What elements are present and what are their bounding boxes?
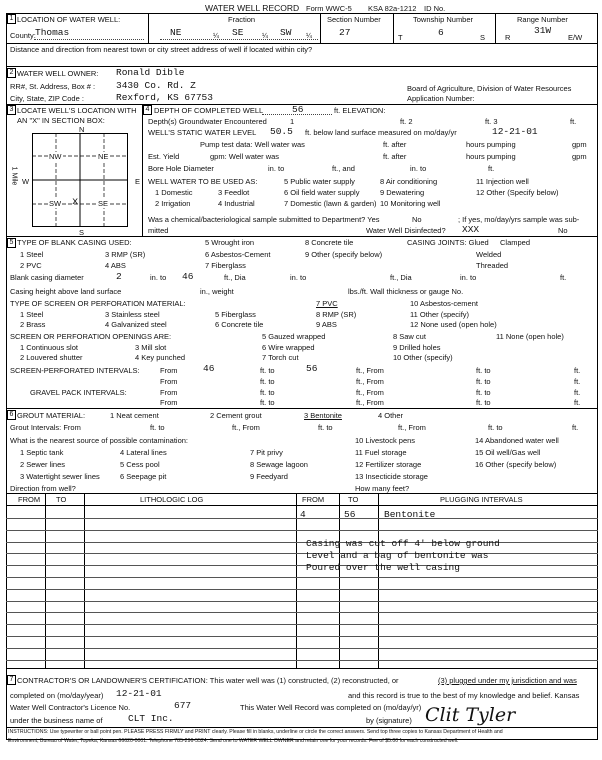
log-row-line <box>6 624 598 625</box>
gravel-intervals-label: GRAVEL PACK INTERVALS: <box>30 388 127 397</box>
casing-title: TYPE OF BLANK CASING USED: <box>17 238 132 247</box>
location-title: LOCATION OF WATER WELL: <box>17 15 121 24</box>
static-date-value: 12-21-01 <box>492 126 538 137</box>
plug-note-line-3: Poured over the well casing <box>306 562 460 573</box>
log-row-line <box>6 612 598 613</box>
plug-to-value: 56 <box>344 509 356 520</box>
grout-title: GROUT MATERIAL: <box>17 411 86 420</box>
plug-note-line-1: Casing was cut off 4' below ground <box>306 538 500 549</box>
log-row-line <box>6 530 598 531</box>
log-row-line <box>6 589 598 590</box>
mile-label: 1 Mile <box>10 166 18 186</box>
depth-label: DEPTH OF COMPLETED WELL <box>154 106 264 115</box>
completion-date-value: 12-21-01 <box>116 688 162 699</box>
grout-bentonite-selected: 3 Bentonite <box>304 411 342 420</box>
owner-title: WATER WELL OWNER: <box>17 69 99 78</box>
depth-value: 56 <box>292 104 304 115</box>
fraction-2: SE <box>232 27 244 38</box>
locate-title: LOCATE WELL'S LOCATION WITH <box>17 106 137 115</box>
section-7-number: 7 <box>7 675 16 685</box>
form-title: WATER WELL RECORD <box>205 3 300 13</box>
business-name-value: CLT Inc. <box>128 713 174 724</box>
static-level-label: WELL'S STATIC WATER LEVEL <box>148 128 257 137</box>
log-row-line <box>6 636 598 637</box>
plugging-intervals-header: PLUGGING INTERVALS <box>440 495 523 504</box>
licence-number-value: 677 <box>174 700 192 711</box>
log-row-line <box>6 577 598 578</box>
owner-value: Ronald Dible <box>116 67 185 78</box>
distance-label: Distance and direction from nearest town or city street address of well if located within city? <box>10 45 313 54</box>
screen-intervals-label: SCREEN-PERFORATED INTERVALS: <box>10 366 140 375</box>
instructions-line-1: INSTRUCTIONS: Use typewriter or ball point pen. PLEASE PRESS FIRMLY and PRINT clearly. Please fill in blanks, underline or circle the correct answers. Send top three copies to Kansas Department of Health and <box>8 729 503 735</box>
section-6-number: 6 <box>7 410 16 420</box>
log-row-line <box>6 660 598 661</box>
section-box <box>32 133 128 227</box>
county-value: Thomas <box>35 27 70 38</box>
log-row-line <box>6 601 598 602</box>
form-number: Form WWC-5 <box>306 4 352 13</box>
section-number-value: 27 <box>339 27 351 38</box>
openings-title: SCREEN OR PERFORATION OPENINGS ARE: <box>10 332 172 341</box>
casing-diameter-value: 2 <box>116 271 122 282</box>
signature: Clit Tyler <box>425 704 516 726</box>
section-1-number: 1 <box>7 14 16 24</box>
city-value: Rexford, KS 67753 <box>116 92 213 103</box>
section-4-number: 4 <box>143 105 152 115</box>
ksa-ref: KSA 82a-1212 <box>368 4 417 13</box>
screen-to-value: 56 <box>306 363 318 374</box>
locate-title-2: AN "X" IN SECTION BOX: <box>17 116 105 125</box>
plug-from-value: 4 <box>300 509 306 520</box>
screen-material-title: TYPE OF SCREEN OR PERFORATION MATERIAL: <box>10 299 186 308</box>
section-2-number: 2 <box>7 68 16 78</box>
address-value: 3430 Co. Rd. Z <box>116 80 196 91</box>
address-label: RR#, St. Address, Box # : <box>10 82 96 91</box>
log-row-line <box>6 648 598 649</box>
fraction-3: SW <box>280 27 292 38</box>
county-label: County: <box>10 31 36 40</box>
disinfected-yes-mark: XXX <box>462 224 480 235</box>
instructions-line-2: Environment, Bureau of Water, Topeka, Kansas 66620-0001. Telephone 785-296-5524. Send one to WATER WELL OWNER and retain one for your records. Fee of $5.00 for each constructed well. <box>8 738 459 744</box>
section-3-number: 3 <box>7 105 16 115</box>
section-number-label: Section Number <box>327 15 381 24</box>
screen-from-value: 46 <box>203 363 215 374</box>
id-label: ID No. <box>424 4 446 13</box>
section-5-number: 5 <box>7 238 16 248</box>
city-label: City, State, ZIP Code : <box>10 94 84 103</box>
township-label: Township Number <box>413 15 474 24</box>
casing-depth-value: 46 <box>182 271 194 282</box>
board-label: Board of Agriculture, Division of Water Resources <box>407 84 572 93</box>
range-value: 31W <box>534 25 552 36</box>
log-row-line <box>6 565 598 566</box>
township-value: 6 <box>438 27 444 38</box>
lithologic-log-header: LITHOLOGIC LOG <box>140 495 204 504</box>
application-label: Application Number: <box>407 94 475 103</box>
plug-note-line-2: Level and a bag of bentonite was <box>306 550 489 561</box>
fraction-label: Fraction <box>228 15 256 24</box>
log-row-line <box>6 553 598 554</box>
elevation-label: ft. ELEVATION: <box>334 106 386 115</box>
fraction-1: NE <box>170 27 182 38</box>
range-label: Range Number <box>517 15 568 24</box>
water-use-label: WELL WATER TO BE USED AS: <box>148 177 258 186</box>
well-location-mark: x <box>72 196 79 208</box>
static-level-value: 50.5 <box>270 126 293 137</box>
water-well-record-form: WATER WELL RECORD Form WWC-5 KSA 82a-1212 ID No. 1 LOCATION OF WATER WELL: County: Thomas Fraction NE ¼ SE ¼ SW ¼ Section Number 27 Township Number T 6 S Range Number R 31W E/W Distance and direction from nearest town or city street address of well if located within city? 2 WATER WELL OWNER: Ronald Dible RR#, St. Address, Box # : 3430 Co. Rd. Z City, State, ZIP Code : Rexford, KS 67753 Board of Agriculture, Division of Water Resources Application Number: 3 LOCATE WELL'S LOCATION WITH AN "X" IN SECTION BOX: N S W E 1 Mile NW NE SW SE x 4 DEPTH OF COMPLETED WELL 56 ft. ELEVATION: Depth(s) Groundwater Encountered 1 ft. 2 ft. 3 ft. WELL'S STATIC WATER LEVEL 50.5 ft. below land surface measured on mo/day/yr 12-21-01 Pump test data: Well water was ft. after hours pumping gpm Est. Yield gpm: Well water was ft. after hours pumping gpm Bore Hole Diameter in. to ft., and in. to ft. WELL WATER TO BE USED AS: 5 Public water supply 8 Air conditioning 11 Injection well 1 Domestic 3 Feedlot 6 Oil field water supply 9 Dewatering 12 Other (Specify below) 2 Irrigation 4 Industrial 7 Domestic (lawn & garden) 10 Monitoring well Was a chemical/bacteriological sample submitted to Department? Yes No ; If yes, mo/day/yrs sample was sub- mitted Water Well Disinfected? XXX No 5 TYPE OF BLANK CASING USED: 5 Wrought iron 8 Concrete tile CASING JOINTS: Glued Clamped 1 Steel 3 RMP (SR) 6 Asbestos-Cement 9 Other (specify below) Welded 2 PVC 4 ABS 7 Fiberglass Threaded Blank casing diameter 2 in. to 46 ft., Dia in. to ft., Dia in. to ft. Casing height above land surface in., weight lbs./ft. Wall thickness or gauge No. TYPE OF SCREEN OR PERFORATION MATERIAL: 7 PVC 10 Asbestos-cement 1 Steel 3 Stainless steel 5 Fiberglass 8 RMP (SR) 11 Other (specify) 2 Brass 4 Galvanized steel 6 Concrete tile 9 ABS 12 None used (open hole) SCREEN OR PERFORATION OPENINGS ARE: 5 Gauzed wrapped 8 Saw cut 11 None (open hole) 1 Continuous slot 3 Mill slot 6 Wire wrapped 9 Drilled holes 2 Louvered shutter 4 Key punched 7 Torch cut 10 Other (specify) SCREEN-PERFORATED INTERVALS: From 46 ft. to 56 ft., From ft. to ft. From ft. to ft., From ft. to ft. GRAVEL PACK INTERVALS: From ft. to ft., From ft. to ft. From ft. to ft., From ft. to ft. 6 GROUT MATERIAL: 1 Neat cement 2 Cement grout 3 Bentonite 4 Other Grout Intervals: From ft. to ft., From ft. to ft., From ft. to ft. What is the nearest source of possible contamination: 10 Livestock pens 14 Abandoned water well 1 Septic tank 4 Lateral lines 7 Pit privy 11 Fuel storage 15 Oil well/Gas well 2 Sewer lines 5 Cess pool 8 Sewage lagoon 12 Fertilizer storage 16 Other (specify below) 3 Watertight sewer lines 6 Seepage pit 9 Feedyard 13 Insecticide storage Direction from well? How many feet? FROM TO LITHOLOGIC LOG FROM TO PLUGGING INTERVALS 4 56 Bentonite Casing was cut off 4' below ground Level and a bag of bentonite was Poured over the well casing 7 CONTRACTOR'S OR LANDOWNER'S CERTIFICATION: This water well was (1) constructed, (2) reconstructed, or (3) plugged under my jurisdiction and was completed on (mo/day/year) 12-21-01 and this record is true to the best of my knowledge and belief. Kansas Water Well Contractor's Licence No. 677 This Water Well Record was completed on (mo/day/yr) under the business name of CLT Inc. by (signature) Clit Tyler INSTRUCTIONS: Use typewriter or ball point pen. PLEASE PRESS FIRMLY and PRINT clearly. Please fill in blanks, underline or circle the correct answers. Send top three copies to Kansas Department of Health and Environment, Bureau of Water, Topeka, Kansas 66620-0001. Telephone 785-296-5524. Send one to WATER WELL OWNER and retain one for your records. Fee of $5.00 for each constructed well. <box>0 0 602 760</box>
plug-material-value: Bentonite <box>384 509 436 520</box>
log-row-line <box>6 542 598 543</box>
